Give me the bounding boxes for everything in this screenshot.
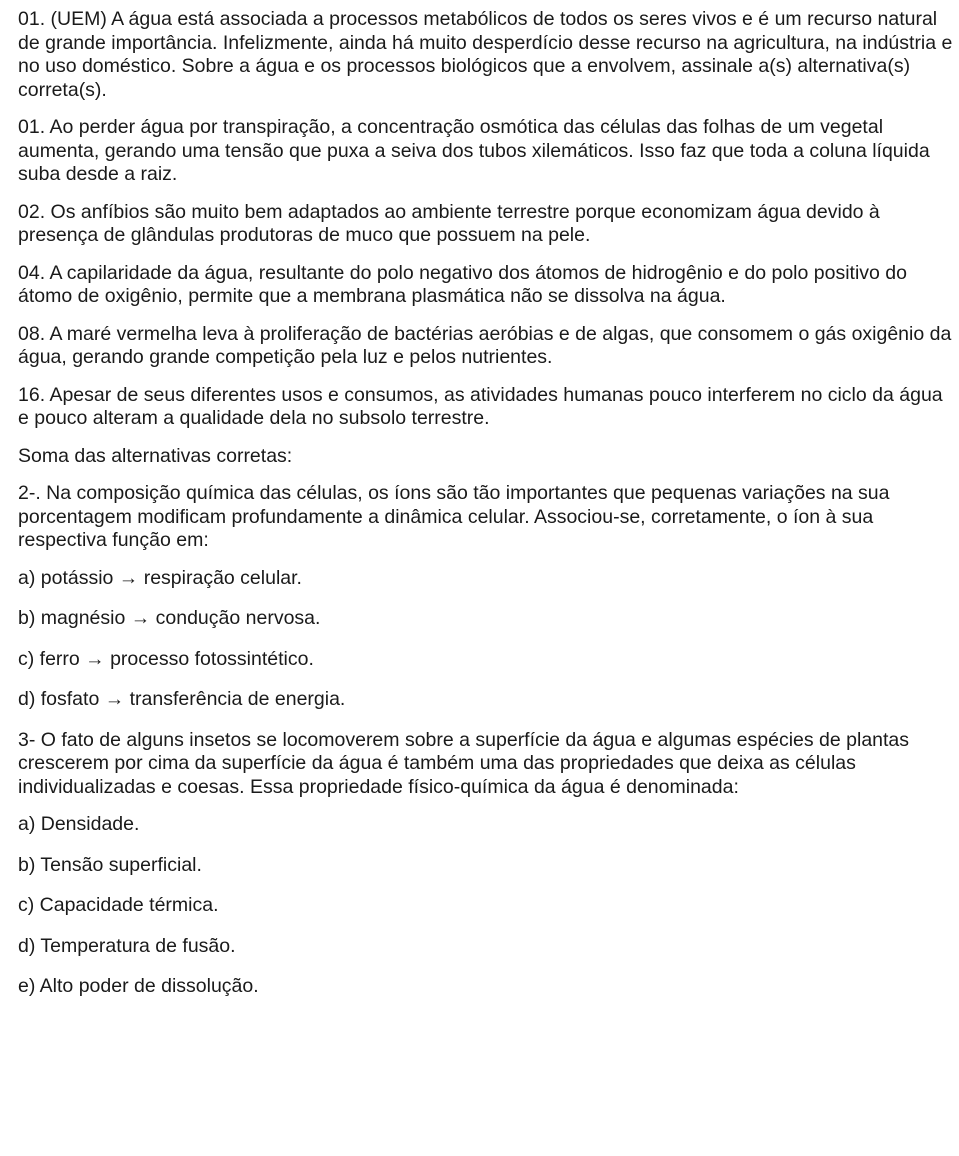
question-1-item-08: 08. A maré vermelha leva à proliferação de bactérias aeróbias e de algas, que consomem o gás oxigênio da água, gerando grande competição pela luz e pelos nutrientes. <box>18 322 952 368</box>
question-1-item-01: 01. Ao perder água por transpiração, a concentração osmótica das células das folhas de um vegetal aumenta, gerando uma tensão que puxa a seiva dos tubos xilemáticos. Isso faz que toda a coluna líquida suba desde a raiz. <box>18 116 930 185</box>
question-2-option-b: b) magnésio → condução nervosa. <box>18 607 321 629</box>
question-3-option-a: a) Densidade. <box>18 813 140 835</box>
question-3-stem: 3- O fato de alguns insetos se locomoverem sobre a superfície da água e algumas espécies de plantas crescerem por cima da superfície da água é também uma das propriedades que deixa as células individualizadas e coesas. Essa propriedade físico-química da água é denominada: <box>18 728 910 798</box>
question-3-option-e: e) Alto poder de dissolução. <box>18 975 259 997</box>
question-1-item-16: 16. Apesar de seus diferentes usos e consumos, as atividades humanas pouco interferem no ciclo da água e pouco alteram a qualidade dela no subsolo terrestre. <box>18 383 943 429</box>
question-1-item-02: 02. Os anfíbios são muito bem adaptados ao ambiente terrestre porque economizam água devido à presença de glândulas produtoras de muco que possuem na pele. <box>18 200 880 246</box>
question-3-option-c: c) Capacidade térmica. <box>18 894 219 916</box>
question-3-option-b: b) Tensão superficial. <box>18 853 202 876</box>
question-1-intro: 01. (UEM) A água está associada a processos metabólicos de todos os seres vivos e é um recurso natural de grande importância. Infelizmente, ainda há muito desperdício desse recurso na agricultura, na indústria e no uso doméstico. Sobre a água e os processos biológicos que a envolvem, assinale a(s) alternativa(s) correta(s). <box>18 8 953 101</box>
question-2-option-c: c) ferro → processo fotossintético. <box>18 647 314 670</box>
question-1-item-04: 04. A capilaridade da água, resultante do polo negativo dos átomos de hidrogênio e do polo positivo do átomo de oxigênio, permite que a membrana plasmática não se dissolva na água. <box>18 261 907 307</box>
question-2-option-d: d) fosfato → transferência de energia. <box>18 688 346 710</box>
question-2-option-a: a) potássio → respiração celular. <box>18 566 302 589</box>
exam-page <box>18 8 954 1016</box>
question-1-sum-label: Soma das alternativas corretas: <box>18 444 293 467</box>
question-2-stem: 2-. Na composição química das células, os íons são tão importantes que pequenas variações na sua porcentagem modificam profundamente a dinâmica celular. Associou-se, corretamente, o íon à sua respectiva função em: <box>18 482 890 551</box>
question-3-option-d: d) Temperatura de fusão. <box>18 934 236 957</box>
